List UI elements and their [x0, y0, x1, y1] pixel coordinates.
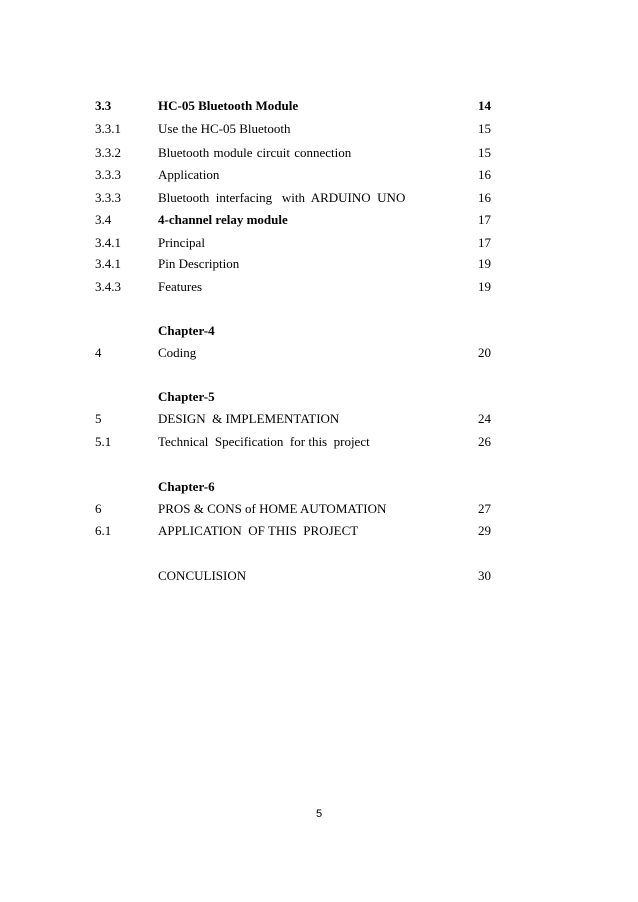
toc-entry-number: 3.3.3 — [95, 167, 121, 182]
toc-entry-3-4 — [0, 210, 638, 230]
toc-entry-3-4-1-a — [0, 233, 638, 253]
toc-entry-page: 19 — [478, 256, 491, 271]
toc-entry-title: Bluetooth module circuit connection — [158, 145, 352, 160]
chapter-heading-6: Chapter-6 — [158, 479, 215, 494]
toc-entry-number: 3.4.3 — [95, 279, 121, 294]
toc-entry-3-3-1 — [0, 119, 638, 139]
toc-entry-5-1 — [0, 432, 638, 452]
toc-entry-page: 24 — [478, 411, 491, 426]
toc-entry-title: Features — [158, 279, 203, 294]
toc-entry-page: 20 — [478, 345, 491, 360]
toc-entry-number: 6.1 — [95, 523, 112, 538]
toc-entry-title: HC-05 Bluetooth Module — [158, 98, 299, 113]
chapter-heading-4: Chapter-4 — [158, 323, 215, 338]
toc-entry-3-3-3-a — [0, 165, 638, 185]
toc-entry-title: Pin Description — [158, 256, 240, 271]
toc-entry-number: 3.4 — [95, 212, 112, 227]
toc-entry-page: 29 — [478, 523, 491, 538]
toc-entry-title: Bluetooth interfacing with ARDUINO UNO — [158, 190, 406, 205]
toc-entry-page: 16 — [478, 167, 491, 182]
toc-entry-page: 14 — [478, 98, 491, 113]
toc-entry-title: Application — [158, 167, 220, 182]
toc-entry-3-3-3-b — [0, 188, 638, 208]
toc-entry-number: 3.4.1 — [95, 235, 121, 250]
toc-entry-title: PROS & CONS of HOME AUTOMATION — [158, 501, 387, 516]
toc-entry-conclusion — [0, 566, 638, 586]
toc-entry-number: 3.3.3 — [95, 190, 121, 205]
toc-entry-number: 5 — [95, 411, 102, 426]
toc-entry-3-4-3 — [0, 277, 638, 297]
toc-entry-number: 6 — [95, 501, 102, 516]
page-number: 5 — [315, 808, 323, 820]
toc-entry-title: CONCULISION — [158, 568, 247, 583]
toc-entry-number: 3.3.1 — [95, 121, 121, 136]
toc-entry-title: Technical Specification for this project — [158, 434, 370, 449]
toc-entry-title: 4-channel relay module — [158, 212, 288, 227]
toc-entry-3-3 — [0, 96, 638, 116]
toc-entry-number: 4 — [95, 345, 102, 360]
toc-entry-3-4-1-b — [0, 254, 638, 274]
toc-entry-title: APPLICATION OF THIS PROJECT — [158, 523, 359, 538]
toc-entry-number: 5.1 — [95, 434, 112, 449]
toc-entry-page: 17 — [478, 235, 491, 250]
toc-entry-title: Coding — [158, 345, 197, 360]
toc-entry-title: DESIGN & IMPLEMENTATION — [158, 411, 340, 426]
toc-entry-5 — [0, 409, 638, 429]
toc-entry-page: 27 — [478, 501, 491, 516]
toc-entry-6-1 — [0, 521, 638, 541]
toc-entry-page: 15 — [478, 145, 491, 160]
toc-entry-page: 30 — [478, 568, 491, 583]
toc-entry-page: 15 — [478, 121, 491, 136]
toc-entry-6 — [0, 499, 638, 519]
toc-entry-page: 17 — [478, 212, 491, 227]
toc-entry-3-3-2 — [0, 143, 638, 163]
toc-entry-number: 3.3.2 — [95, 145, 121, 160]
toc-entry-page: 19 — [478, 279, 491, 294]
toc-entry-4 — [0, 343, 638, 363]
toc-entry-title: Use the HC-05 Bluetooth — [158, 121, 291, 136]
toc-entry-page: 26 — [478, 434, 491, 449]
toc-entry-number: 3.3 — [95, 98, 112, 113]
chapter-heading-5: Chapter-5 — [158, 389, 215, 404]
toc-entry-page: 16 — [478, 190, 491, 205]
toc-entry-number: 3.4.1 — [95, 256, 121, 271]
toc-entry-title: Principal — [158, 235, 205, 250]
